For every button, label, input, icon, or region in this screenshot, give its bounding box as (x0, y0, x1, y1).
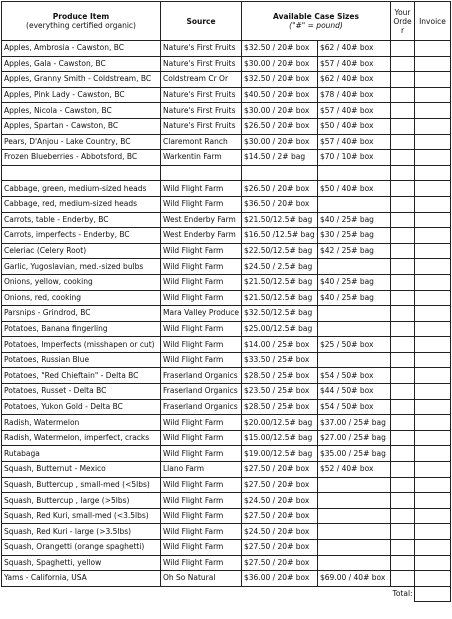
source-cell: Fraserland Organics (161, 384, 242, 400)
source-cell: Warkentin Farm (161, 150, 242, 166)
produce-item-cell: Squash, Buttercup , small-med (<5lbs) (2, 477, 161, 493)
your-order-cell[interactable] (391, 415, 415, 431)
invoice-cell[interactable] (415, 446, 451, 462)
header-sizes-label: Available Case Sizes (273, 12, 359, 21)
your-order-cell[interactable] (391, 72, 415, 88)
your-order-cell[interactable] (391, 118, 415, 134)
produce-item-cell: Potatoes, "Red Chieftain" - Delta BC (2, 368, 161, 384)
header-produce (2, 2, 161, 41)
order-sheet (1, 1, 450, 602)
source-cell: Wild Flight Farm (161, 493, 242, 509)
case-size-large-cell: $30 / 25# bag (318, 228, 391, 244)
case-size-large-cell: $40 / 25# bag (318, 290, 391, 306)
produce-row (2, 181, 451, 197)
produce-row (2, 274, 451, 290)
produce-row (2, 540, 451, 556)
case-size-small-cell: $40.50 / 20# box (242, 87, 318, 103)
case-size-small-cell: $27.50 / 20# box (242, 555, 318, 571)
invoice-cell[interactable] (415, 384, 451, 400)
total-invoice-cell[interactable] (415, 586, 451, 601)
produce-row (2, 306, 451, 322)
source-cell: Nature's First Fruits (161, 103, 242, 119)
invoice-cell[interactable] (415, 368, 451, 384)
invoice-cell[interactable] (415, 555, 451, 571)
case-size-small-cell: $21.50/12.5# bag (242, 212, 318, 228)
case-size-large-cell: $54 / 50# box (318, 399, 391, 415)
produce-row (2, 228, 451, 244)
case-size-small-cell: $16.50 /12.5# bag (242, 228, 318, 244)
source-cell: Fraserland Organics (161, 368, 242, 384)
source-cell: Claremont Ranch (161, 134, 242, 150)
produce-item-cell: Garlic, Yugoslavian, med.-sized bulbs (2, 259, 161, 275)
source-cell: Wild Flight Farm (161, 477, 242, 493)
case-size-large-cell (318, 477, 391, 493)
case-size-large-cell: $44 / 50# box (318, 384, 391, 400)
invoice-cell[interactable] (415, 571, 451, 587)
source-cell: Nature's First Fruits (161, 87, 242, 103)
case-size-small-cell: $27.50 / 20# box (242, 462, 318, 478)
produce-item-cell: Radish, Watermelon (2, 415, 161, 431)
invoice-cell[interactable] (415, 150, 451, 166)
case-size-small-cell: $24.50 / 20# box (242, 524, 318, 540)
source-cell: Wild Flight Farm (161, 446, 242, 462)
produce-item-cell: Carrots, table - Enderby, BC (2, 212, 161, 228)
produce-row (2, 41, 451, 57)
source-cell: Fraserland Organics (161, 399, 242, 415)
invoice-cell[interactable] (415, 493, 451, 509)
produce-item-cell: Squash, Red Kuri, small-med (<3.5lbs) (2, 508, 161, 524)
produce-item-cell (2, 165, 161, 181)
case-size-small-cell: $33.50 / 25# box (242, 352, 318, 368)
produce-item-cell: Apples, Granny Smith - Coldstream, BC (2, 72, 161, 88)
invoice-cell[interactable] (415, 118, 451, 134)
case-size-small-cell: $21.50/12.5# bag (242, 290, 318, 306)
your-order-cell[interactable] (391, 306, 415, 322)
case-size-large-cell: $50 / 40# box (318, 181, 391, 197)
produce-item-cell: Squash, Buttercup , large (>5lbs) (2, 493, 161, 509)
produce-item-cell: Squash, Orangetti (orange spaghetti) (2, 540, 161, 556)
invoice-cell[interactable] (415, 399, 451, 415)
your-order-cell[interactable] (391, 555, 415, 571)
case-size-small-cell: $27.50 / 20# box (242, 508, 318, 524)
invoice-cell[interactable] (415, 134, 451, 150)
invoice-cell[interactable] (415, 540, 451, 556)
header-source: Source (161, 2, 242, 41)
produce-item-cell: Potatoes, Yukon Gold - Delta BC (2, 399, 161, 415)
source-cell: Wild Flight Farm (161, 508, 242, 524)
invoice-cell[interactable] (415, 477, 451, 493)
your-order-cell[interactable] (391, 446, 415, 462)
produce-row (2, 212, 451, 228)
your-order-cell[interactable] (391, 212, 415, 228)
header-case-sizes (242, 2, 391, 41)
source-cell: Llano Farm (161, 462, 242, 478)
produce-row (2, 321, 451, 337)
case-size-large-cell: $78 / 40# box (318, 87, 391, 103)
produce-row (2, 118, 451, 134)
invoice-cell[interactable] (415, 321, 451, 337)
case-size-large-cell: $27.00 / 25# bag (318, 430, 391, 446)
your-order-cell[interactable] (391, 508, 415, 524)
source-cell: Nature's First Fruits (161, 118, 242, 134)
case-size-small-cell: $25.00/12.5# bag (242, 321, 318, 337)
case-size-small-cell: $26.50 / 20# box (242, 118, 318, 134)
your-order-cell[interactable] (391, 134, 415, 150)
produce-item-cell: Apples, Spartan - Cawston, BC (2, 118, 161, 134)
case-size-small-cell: $28.50 / 25# box (242, 399, 318, 415)
case-size-small-cell: $26.50 / 20# box (242, 181, 318, 197)
source-cell: Wild Flight Farm (161, 196, 242, 212)
your-order-cell[interactable] (391, 540, 415, 556)
produce-row (2, 259, 451, 275)
case-size-large-cell: $35.00 / 25# bag (318, 446, 391, 462)
source-cell: West Enderby Farm (161, 228, 242, 244)
produce-item-cell: Squash, Red Kuri - large (>3.5lbs) (2, 524, 161, 540)
your-order-cell[interactable] (391, 462, 415, 478)
total-row (2, 586, 451, 601)
case-size-large-cell: $37.00 / 25# bag (318, 415, 391, 431)
source-cell: Wild Flight Farm (161, 524, 242, 540)
produce-item-cell: Potatoes, Banana fingerling (2, 321, 161, 337)
source-cell: Wild Flight Farm (161, 243, 242, 259)
source-cell: Wild Flight Farm (161, 259, 242, 275)
case-size-small-cell: $32.50 / 20# box (242, 72, 318, 88)
case-size-small-cell (242, 165, 318, 181)
produce-row (2, 399, 451, 415)
case-size-small-cell: $30.00 / 20# box (242, 134, 318, 150)
source-cell: West Enderby Farm (161, 212, 242, 228)
source-cell: Wild Flight Farm (161, 415, 242, 431)
source-cell: Wild Flight Farm (161, 290, 242, 306)
produce-row (2, 243, 451, 259)
source-cell: Wild Flight Farm (161, 352, 242, 368)
invoice-cell[interactable] (415, 524, 451, 540)
produce-item-cell: Frozen Blueberries - Abbotsford, BC (2, 150, 161, 166)
your-order-cell[interactable] (391, 181, 415, 197)
produce-row (2, 415, 451, 431)
your-order-cell[interactable] (391, 243, 415, 259)
case-size-small-cell: $32.50/12.5# bag (242, 306, 318, 322)
your-order-cell[interactable] (391, 274, 415, 290)
invoice-cell[interactable] (415, 415, 451, 431)
invoice-cell[interactable] (415, 508, 451, 524)
produce-row (2, 477, 451, 493)
invoice-cell[interactable] (415, 87, 451, 103)
produce-item-cell: Parsnips - Grindrod, BC (2, 306, 161, 322)
case-size-small-cell: $24.50 / 2.5# bag (242, 259, 318, 275)
invoice-cell[interactable] (415, 274, 451, 290)
produce-row (2, 196, 451, 212)
case-size-small-cell: $21.50/12.5# bag (242, 274, 318, 290)
source-cell: Coldstream Cr Or (161, 72, 242, 88)
produce-row (2, 368, 451, 384)
case-size-small-cell: $27.50 / 20# box (242, 477, 318, 493)
produce-row (2, 134, 451, 150)
case-size-large-cell (318, 165, 391, 181)
produce-row (2, 103, 451, 119)
your-order-cell[interactable] (391, 477, 415, 493)
case-size-large-cell: $54 / 50# box (318, 368, 391, 384)
case-size-small-cell: $36.00 / 20# box (242, 571, 318, 587)
your-order-cell[interactable] (391, 524, 415, 540)
produce-row (2, 87, 451, 103)
case-size-large-cell (318, 493, 391, 509)
produce-row (2, 462, 451, 478)
invoice-cell[interactable] (415, 430, 451, 446)
case-size-small-cell: $15.00/12.5# bag (242, 430, 318, 446)
your-order-cell[interactable] (391, 384, 415, 400)
your-order-cell[interactable] (391, 321, 415, 337)
produce-item-cell: Potatoes, Russet - Delta BC (2, 384, 161, 400)
produce-item-cell: Pears, D'Anjou - Lake Country, BC (2, 134, 161, 150)
case-size-small-cell: $32.50 / 20# box (242, 41, 318, 57)
invoice-cell[interactable] (415, 352, 451, 368)
invoice-cell[interactable] (415, 196, 451, 212)
invoice-cell[interactable] (415, 228, 451, 244)
produce-row (2, 524, 451, 540)
your-order-cell[interactable] (391, 571, 415, 587)
case-size-small-cell: $23.50 / 25# box (242, 384, 318, 400)
produce-item-cell: Apples, Ambrosia - Cawston, BC (2, 41, 161, 57)
produce-row (2, 290, 451, 306)
produce-row (2, 352, 451, 368)
your-order-cell[interactable] (391, 259, 415, 275)
case-size-large-cell (318, 321, 391, 337)
case-size-large-cell (318, 306, 391, 322)
source-cell: Nature's First Fruits (161, 56, 242, 72)
produce-item-cell: Yams - California, USA (2, 571, 161, 587)
produce-item-cell: Cabbage, red, medium-sized heads (2, 196, 161, 212)
produce-row (2, 493, 451, 509)
case-size-large-cell (318, 524, 391, 540)
invoice-cell[interactable] (415, 56, 451, 72)
your-order-cell[interactable] (391, 103, 415, 119)
invoice-cell[interactable] (415, 243, 451, 259)
total-spacer (2, 586, 391, 601)
produce-item-cell: Onions, yellow, cooking (2, 274, 161, 290)
case-size-large-cell: $40 / 25# bag (318, 274, 391, 290)
case-size-small-cell: $14.00 / 25# box (242, 337, 318, 353)
blank-row (2, 165, 451, 181)
source-cell: Nature's First Fruits (161, 41, 242, 57)
header-row (2, 2, 451, 41)
case-size-small-cell: $36.50 / 20# box (242, 196, 318, 212)
your-order-cell[interactable] (391, 56, 415, 72)
produce-item-cell: Radish, Watermelon, imperfect, cracks (2, 430, 161, 446)
produce-row (2, 150, 451, 166)
produce-item-cell: Carrots, imperfects - Enderby, BC (2, 228, 161, 244)
case-size-large-cell: $52 / 40# box (318, 462, 391, 478)
case-size-large-cell (318, 259, 391, 275)
invoice-cell[interactable] (415, 165, 451, 181)
source-cell: Wild Flight Farm (161, 555, 242, 571)
source-cell: Wild Flight Farm (161, 181, 242, 197)
invoice-cell[interactable] (415, 462, 451, 478)
invoice-cell[interactable] (415, 41, 451, 57)
your-order-cell[interactable] (391, 196, 415, 212)
case-size-large-cell: $50 / 40# box (318, 118, 391, 134)
invoice-cell[interactable] (415, 259, 451, 275)
produce-item-cell: Celeriac (Celery Root) (2, 243, 161, 259)
invoice-cell[interactable] (415, 103, 451, 119)
header-sizes-sub: ("#" = pound) (289, 21, 343, 30)
case-size-large-cell: $40 / 25# bag (318, 212, 391, 228)
source-cell: Wild Flight Farm (161, 430, 242, 446)
invoice-cell[interactable] (415, 290, 451, 306)
header-produce-label: Produce Item (52, 12, 110, 21)
produce-item-cell: Squash, Spaghetti, yellow (2, 555, 161, 571)
your-order-cell[interactable] (391, 165, 415, 181)
produce-row (2, 384, 451, 400)
your-order-cell[interactable] (391, 290, 415, 306)
case-size-large-cell (318, 196, 391, 212)
produce-item-cell: Squash, Butternut - Mexico (2, 462, 161, 478)
source-cell: Wild Flight Farm (161, 540, 242, 556)
case-size-large-cell: $69.00 / 40# box (318, 571, 391, 587)
case-size-small-cell: $22.50/12.5# bag (242, 243, 318, 259)
your-order-cell[interactable] (391, 430, 415, 446)
produce-item-cell: Apples, Nicola - Cawston, BC (2, 103, 161, 119)
produce-row (2, 508, 451, 524)
header-invoice: Invoice (415, 2, 451, 41)
source-cell (161, 165, 242, 181)
case-size-large-cell (318, 352, 391, 368)
produce-row (2, 446, 451, 462)
invoice-cell[interactable] (415, 337, 451, 353)
case-size-large-cell (318, 508, 391, 524)
produce-row (2, 72, 451, 88)
case-size-large-cell: $62 / 40# box (318, 72, 391, 88)
produce-item-cell: Apples, Pink Lady - Cawston, BC (2, 87, 161, 103)
your-order-cell[interactable] (391, 150, 415, 166)
produce-item-cell: Potatoes, Imperfects (misshapen or cut) (2, 337, 161, 353)
produce-table (1, 1, 451, 602)
produce-item-cell: Potatoes, Russian Blue (2, 352, 161, 368)
case-size-large-cell (318, 555, 391, 571)
case-size-small-cell: $30.00 / 20# box (242, 103, 318, 119)
your-order-cell[interactable] (391, 228, 415, 244)
your-order-cell[interactable] (391, 399, 415, 415)
invoice-cell[interactable] (415, 181, 451, 197)
case-size-small-cell: $27.50 / 20# box (242, 540, 318, 556)
invoice-cell[interactable] (415, 72, 451, 88)
case-size-large-cell (318, 540, 391, 556)
case-size-large-cell: $57 / 40# box (318, 103, 391, 119)
produce-item-cell: Cabbage, green, medium-sized heads (2, 181, 161, 197)
source-cell: Mara Valley Produce (161, 306, 242, 322)
produce-row (2, 555, 451, 571)
source-cell: Wild Flight Farm (161, 321, 242, 337)
produce-row (2, 430, 451, 446)
case-size-small-cell: $14.50 / 2# bag (242, 150, 318, 166)
produce-row (2, 56, 451, 72)
your-order-cell[interactable] (391, 41, 415, 57)
case-size-large-cell: $25 / 50# box (318, 337, 391, 353)
your-order-cell[interactable] (391, 352, 415, 368)
invoice-cell[interactable] (415, 306, 451, 322)
produce-item-cell: Apples, Gala - Cawston, BC (2, 56, 161, 72)
produce-rows (2, 41, 451, 587)
produce-row (2, 571, 451, 587)
produce-item-cell: Rutabaga (2, 446, 161, 462)
case-size-large-cell: $42 / 25# bag (318, 243, 391, 259)
source-cell: Oh So Natural (161, 571, 242, 587)
source-cell: Wild Flight Farm (161, 337, 242, 353)
case-size-small-cell: $20.00/12.5# bag (242, 415, 318, 431)
case-size-large-cell: $70 / 10# box (318, 150, 391, 166)
your-order-cell[interactable] (391, 493, 415, 509)
produce-row (2, 337, 451, 353)
case-size-large-cell: $57 / 40# box (318, 134, 391, 150)
your-order-cell[interactable] (391, 368, 415, 384)
total-label: Total: (392, 589, 413, 599)
your-order-cell[interactable] (391, 337, 415, 353)
source-cell: Wild Flight Farm (161, 274, 242, 290)
case-size-small-cell: $24.50 / 20# box (242, 493, 318, 509)
produce-item-cell: Onions, red, cooking (2, 290, 161, 306)
case-size-small-cell: $28.50 / 25# box (242, 368, 318, 384)
header-produce-sub: (everything certified organic) (26, 21, 136, 30)
invoice-cell[interactable] (415, 212, 451, 228)
header-your-order: Your Order (391, 2, 415, 41)
case-size-large-cell: $57 / 40# box (318, 56, 391, 72)
your-order-cell[interactable] (391, 87, 415, 103)
case-size-large-cell: $62 / 40# box (318, 41, 391, 57)
case-size-small-cell: $30.00 / 20# box (242, 56, 318, 72)
case-size-small-cell: $19.00/12.5# bag (242, 446, 318, 462)
